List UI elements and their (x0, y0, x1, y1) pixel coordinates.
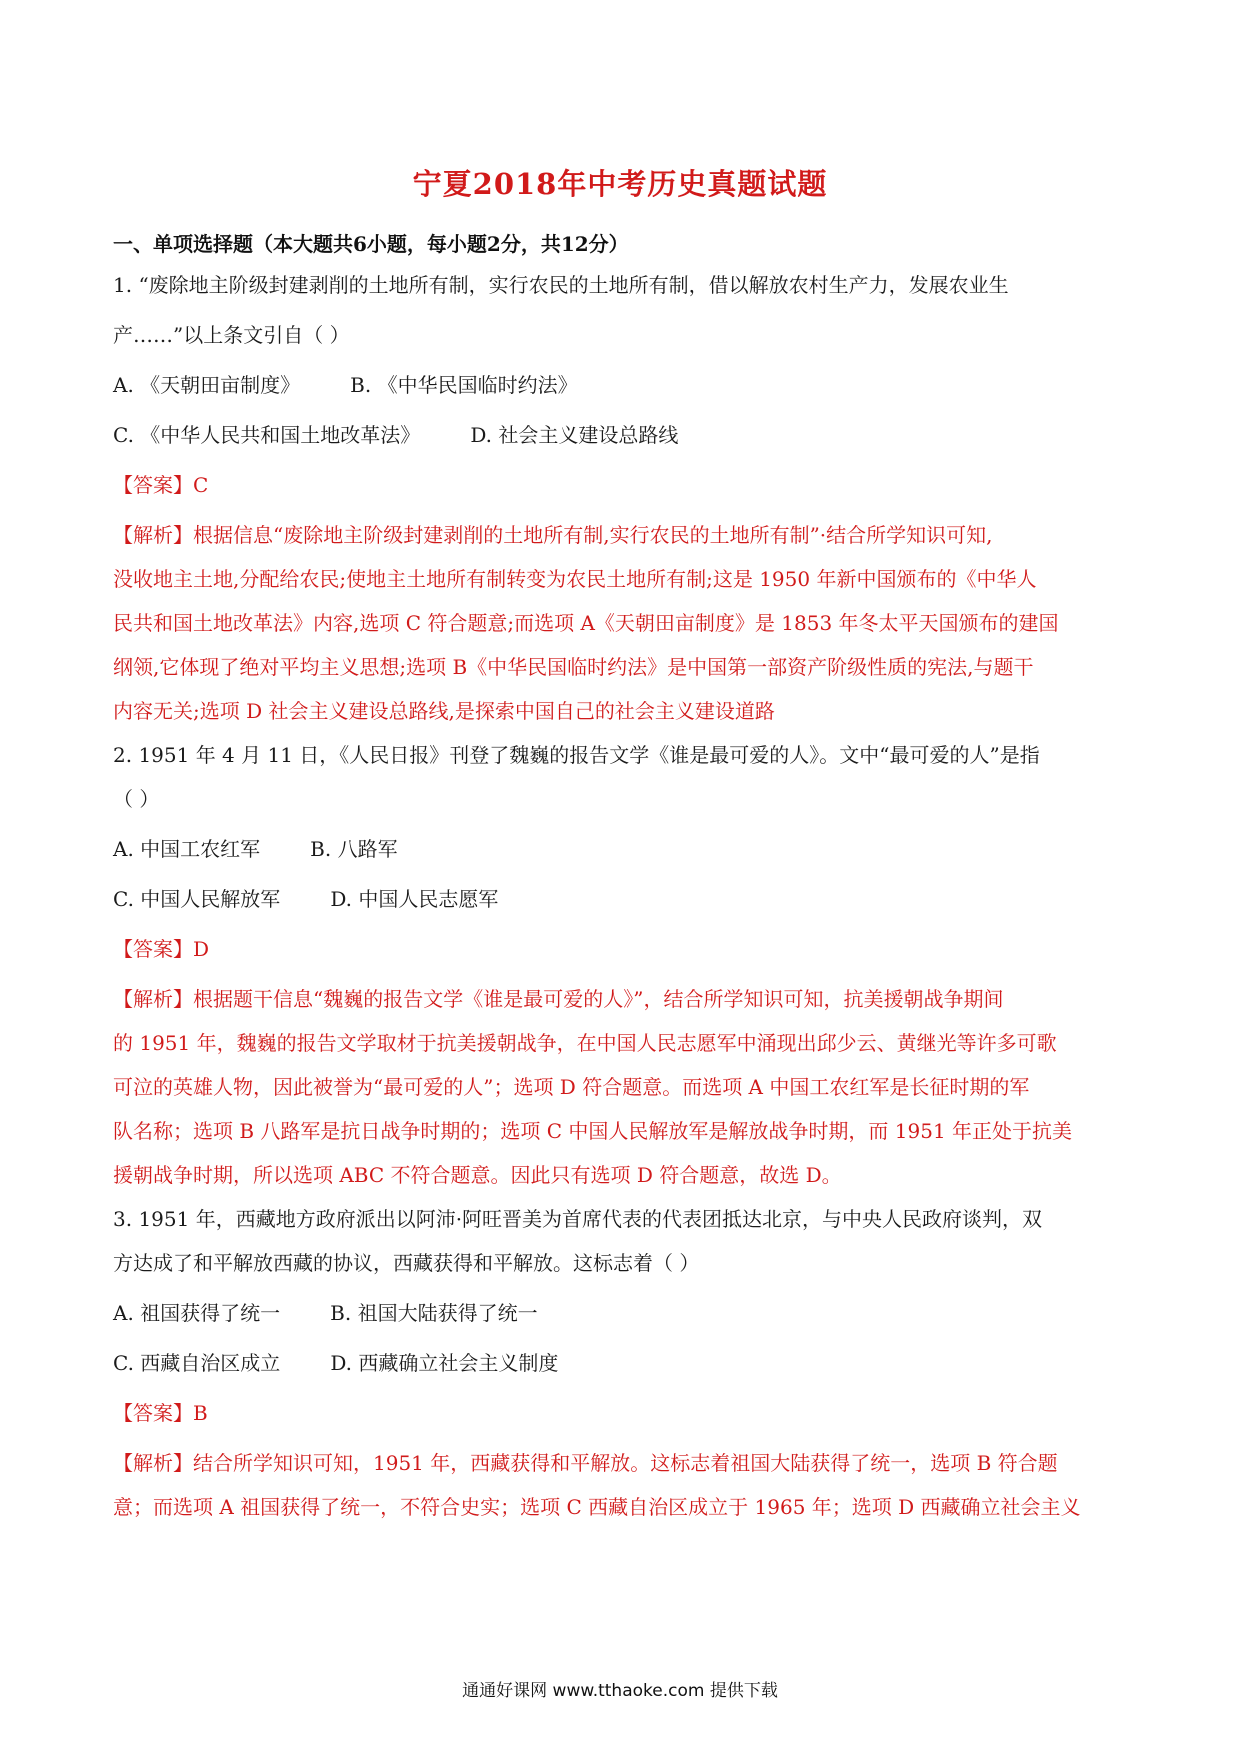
option-d: D. 中国人民志愿军 (330, 887, 499, 911)
answer: 【答案】C (113, 473, 209, 497)
option-d: D. 西藏确立社会主义制度 (330, 1351, 559, 1375)
option-c: C. 西藏自治区成立 (113, 1351, 281, 1375)
options-row (113, 420, 1133, 450)
question-stem: 产……”以上条文引自（ ） (113, 323, 350, 347)
explanation-line: 【解析】根据题干信息“魏巍的报告文学《谁是最可爱的人》”，结合所学知识可知，抗美援朝战争期间 (113, 987, 1004, 1011)
option-c: C. 中国人民解放军 (113, 887, 281, 911)
explanation-line: 队名称；选项 B 八路军是抗日战争时期的；选项 C 中国人民解放军是解放战争时期，而 1951 年正处于抗美 (113, 1119, 1073, 1143)
page-footer: 通通好课网 www.tthaoke.com 提供下载 (462, 1681, 778, 1701)
explanation-line: 的 1951 年，魏巍的报告文学取材于抗美援朝战争，在中国人民志愿军中涌现出邱少云、黄继光等许多可歌 (113, 1031, 1057, 1055)
options-row (113, 1348, 1133, 1378)
explanation-line: 可泣的英雄人物，因此被誉为“最可爱的人”；选项 D 符合题意。而选项 A 中国工农红军是长征时期的军 (113, 1075, 1030, 1099)
options-row (113, 884, 1133, 914)
options-row (113, 834, 1133, 864)
option-a: A. 祖国获得了统一 (113, 1301, 281, 1325)
options-row (113, 1298, 1133, 1328)
option-c: C. 《中华人民共和国土地改革法》 (113, 423, 421, 447)
question-stem: 2. 1951 年 4 月 11 日，《人民日报》刊登了魏巍的报告文学《谁是最可爱的人》。文中“最可爱的人”是指 (113, 743, 1040, 767)
page-title: 宁夏2018年中考历史真题试题 (412, 167, 828, 201)
questions-body (113, 270, 1133, 1536)
explanation-line: 没收地主土地,分配给农民;使地主土地所有制转变为农民土地所有制;这是 1950 年新中国颁布的《中华人 (113, 567, 1037, 591)
option-b: B. 《中华民国临时约法》 (350, 373, 578, 397)
explanation-line: 【解析】根据信息“废除地主阶级封建剥削的土地所有制,实行农民的土地所有制”·结合所学知识可知, (113, 523, 993, 547)
option-d: D. 社会主义建设总路线 (470, 423, 679, 447)
question-3 (113, 1204, 1133, 1522)
section-heading: 一、单项选择题（本大题共6小题，每小题2分，共12分） (113, 232, 629, 256)
question-1 (113, 270, 1133, 726)
option-a: A. 《天朝田亩制度》 (113, 373, 301, 397)
explanation-line: 意；而选项 A 祖国获得了统一，不符合史实；选项 C 西藏自治区成立于 1965 年；选项 D 西藏确立社会主义 (113, 1495, 1081, 1519)
option-b: B. 祖国大陆获得了统一 (330, 1301, 538, 1325)
explanation-line: 民共和国土地改革法》内容,选项 C 符合题意;而选项 A《天朝田亩制度》是 1853 年冬太平天国颁布的建国 (113, 611, 1059, 635)
question-2 (113, 740, 1133, 1190)
explanation-line: 【解析】结合所学知识可知，1951 年，西藏获得和平解放。这标志着祖国大陆获得了统一，选项 B 符合题 (113, 1451, 1058, 1475)
explanation-line: 援朝战争时期，所以选项 ABC 不符合题意。因此只有选项 D 符合题意，故选 D。 (113, 1163, 842, 1187)
answer: 【答案】D (113, 937, 210, 961)
question-stem: 1. “废除地主阶级封建剥削的土地所有制，实行农民的土地所有制，借以解放农村生产力，发展农业生 (113, 273, 1009, 297)
answer: 【答案】B (113, 1401, 208, 1425)
options-row (113, 370, 1133, 400)
question-stem: 3. 1951 年，西藏地方政府派出以阿沛·阿旺晋美为首席代表的代表团抵达北京，与中央人民政府谈判，双 (113, 1207, 1043, 1231)
option-b: B. 八路军 (310, 837, 398, 861)
option-a: A. 中国工农红军 (113, 837, 261, 861)
question-stem: （ ） (113, 787, 160, 811)
explanation-line: 纲领,它体现了绝对平均主义思想;选项 B《中华民国临时约法》是中国第一部资产阶级性质的宪法,与题干 (113, 655, 1034, 679)
explanation-line: 内容无关;选项 D 社会主义建设总路线,是探索中国自己的社会主义建设道路 (113, 699, 775, 723)
question-stem: 方达成了和平解放西藏的协议，西藏获得和平解放。这标志着（ ） (113, 1251, 700, 1275)
